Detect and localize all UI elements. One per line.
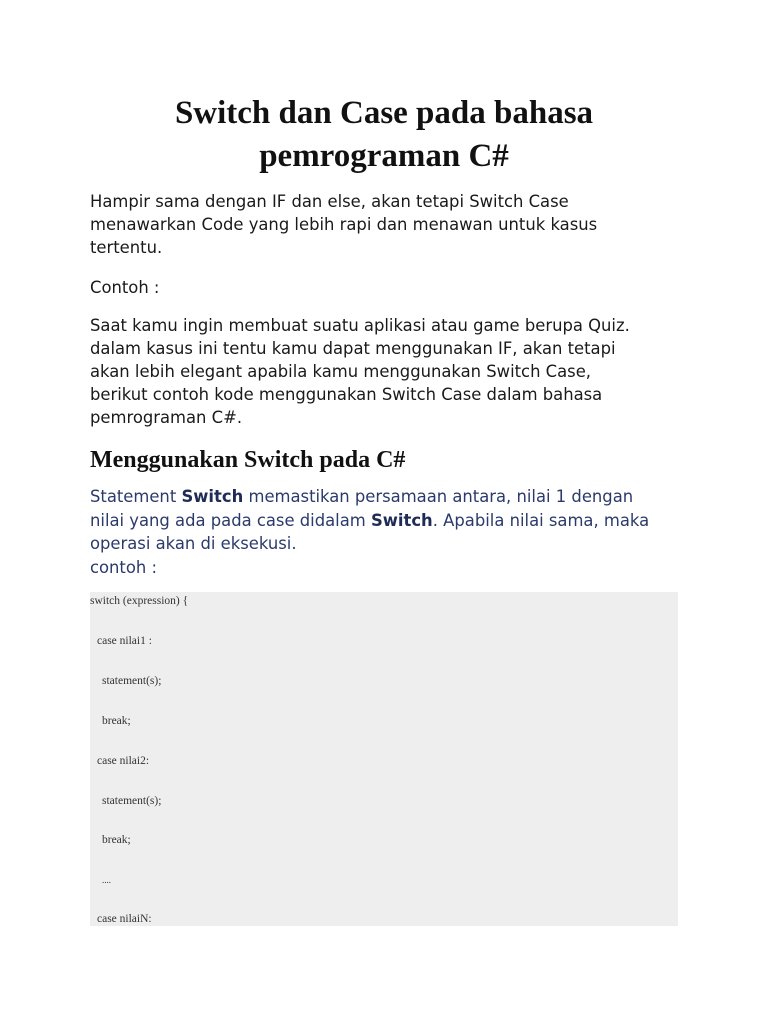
statement-text: Statement	[90, 487, 182, 506]
statement-text: nilai yang ada pada case didalam	[90, 510, 371, 530]
contoh-label-text: Contoh :	[90, 278, 160, 297]
example-line: pemrograman C#.	[90, 408, 243, 427]
example-line: berikut contoh kode menggunakan Switch Case dalam bahasa	[90, 385, 603, 404]
code-line: switch (expression) {	[90, 595, 189, 607]
statement-text: memastikan persamaan antara, nilai 1 dengan	[243, 487, 634, 506]
example-line: akan lebih elegant apabila kamu menggunakan Switch Case,	[90, 362, 591, 381]
statement-text: . Apabila nilai sama, maka	[432, 510, 650, 530]
code-line: statement(s);	[102, 675, 162, 687]
example-line: Saat kamu ingin membuat suatu aplikasi atau game berupa Quiz.	[90, 316, 630, 335]
statement-line-2	[90, 509, 690, 533]
contoh-label	[90, 276, 680, 299]
code-line: case nilai1 :	[97, 635, 152, 647]
statement-line-3: operasi akan di eksekusi.	[90, 534, 297, 553]
statement-paragraph	[90, 485, 690, 579]
intro-line: menawarkan Code yang lebih rapi dan menawan untuk kasus	[90, 215, 598, 234]
intro-line: tertentu.	[90, 238, 163, 257]
statement-line-4: contoh :	[90, 557, 158, 577]
code-line: case nilaiN:	[97, 913, 152, 925]
statement-line-1	[90, 485, 690, 509]
title-line-1: Switch dan Case pada bahasa	[174, 95, 594, 131]
intro-line: Hampir sama dengan IF dan else, akan tetapi Switch Case	[90, 192, 569, 211]
switch-keyword: Switch	[370, 510, 433, 530]
example-line: dalam kasus ini tentu kamu dapat menggunakan IF, akan tetapi	[90, 339, 616, 358]
code-line: statement(s);	[102, 795, 162, 807]
code-line: break;	[102, 715, 131, 727]
code-line: break;	[102, 834, 131, 846]
code-line: ....	[102, 875, 111, 885]
title-line-2: pemrograman C#	[259, 138, 509, 174]
code-line: case nilai2:	[97, 755, 150, 767]
code-block	[90, 592, 678, 926]
section-heading: Menggunakan Switch pada C#	[90, 447, 406, 473]
document-title	[90, 92, 678, 178]
intro-paragraph	[90, 190, 680, 259]
example-paragraph	[90, 314, 680, 429]
switch-keyword: Switch	[181, 487, 244, 506]
